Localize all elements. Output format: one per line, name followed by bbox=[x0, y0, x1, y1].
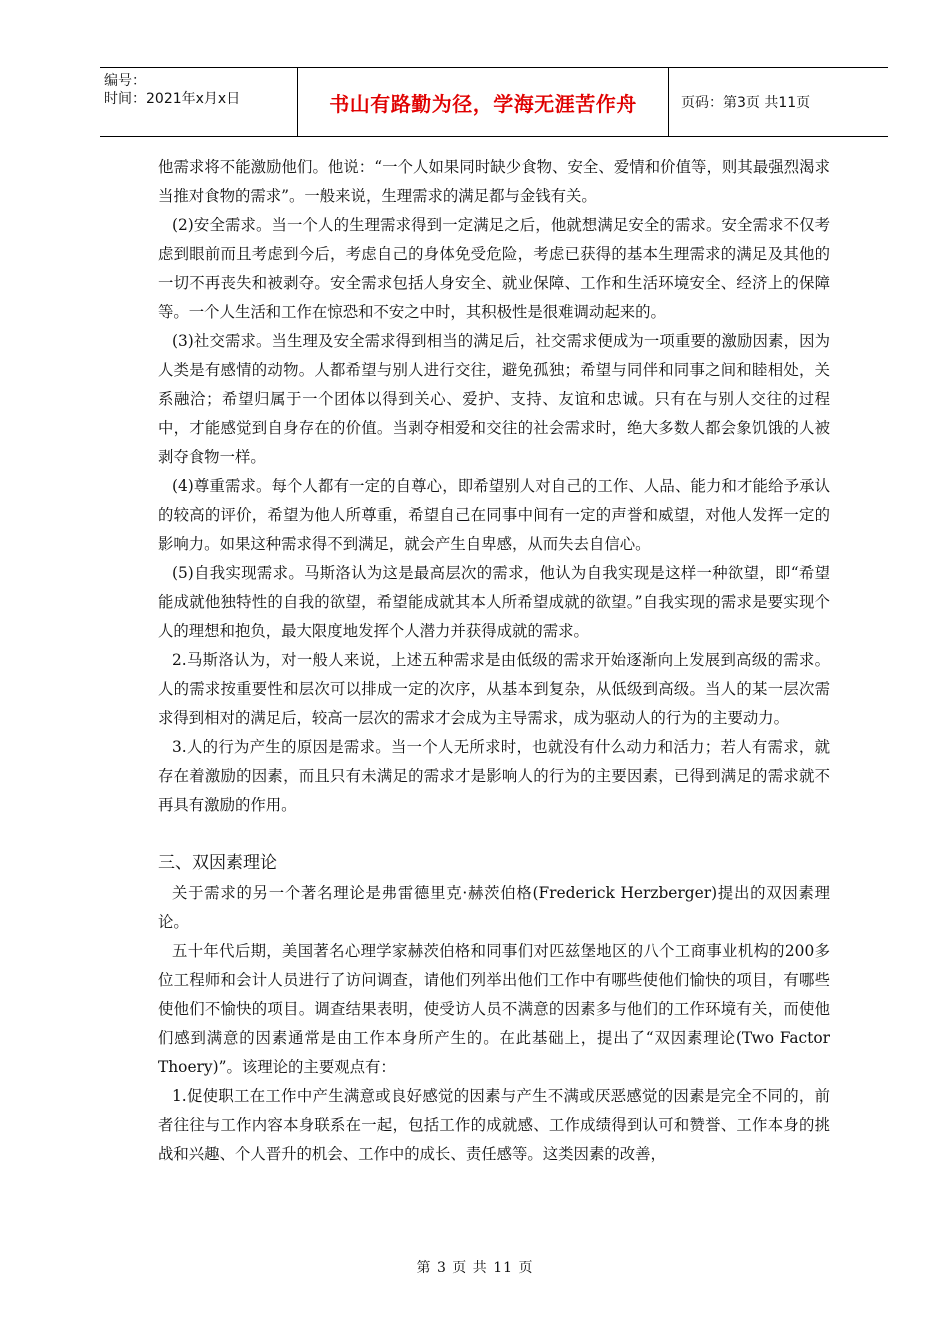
body-paragraph: 3.人的行为产生的原因是需求。当一个人无所求时，也就没有什么动力和活力；若人有需求，就存在着激励的因素，而且只有未满足的需求才是影响人的行为的主要因素，已得到满足的需求就不再具有激励的作用。 bbox=[158, 738, 830, 814]
header-page-indicator: 页码：第3页 共11页 bbox=[681, 95, 811, 111]
body-paragraph: (5)自我实现需求。马斯洛认为这是最高层次的需求，他认为自我实现是这样一种欲望，即“希望能成就他独特性的自我的欲望，希望能成就其本人所希望成就的欲望。”自我实现的需求是要实现个人的理想和抱负，最大限度地发挥个人潜力并获得成就的需求。 bbox=[158, 564, 830, 640]
header-motto: 书山有路勤为径，学海无涯苦作舟 bbox=[298, 68, 669, 136]
section-heading: 三、双因素理论 bbox=[158, 853, 277, 873]
body-paragraph: 五十年代后期，美国著名心理学家赫茨伯格和同事们对匹兹堡地区的八个工商事业机构的200多位工程师和会计人员进行了访问调查，请他们列举出他们工作中有哪些使他们愉快的项目，有哪些使他们不愉快的项目。调查结果表明，使受访人员不满意的因素多与他们的工作环境有关，而使他们感到满意的因素通常是由工作本身所产生的。在此基础上，提出了“双因素理论(Two Factor Thoery)”。该理论的主要观点有： bbox=[158, 942, 830, 1076]
body-paragraph: 关于需求的另一个著名理论是弗雷德里克·赫茨伯格(Frederick Herzberger)提出的双因素理论。 bbox=[158, 884, 830, 931]
page-footer: 第 3 页 共 11 页 bbox=[416, 1260, 534, 1276]
body-paragraph: 他需求将不能激励他们。他说：“一个人如果同时缺少食物、安全、爱情和价值等，则其最强烈渴求当推对食物的需求”。一般来说，生理需求的满足都与金钱有关。 bbox=[158, 158, 830, 205]
header-table bbox=[100, 67, 888, 137]
body-paragraph: (2)安全需求。当一个人的生理需求得到一定满足之后，他就想满足安全的需求。安全需求不仅考虑到眼前而且考虑到今后，考虑自己的身体免受危险，考虑已获得的基本生理需求的满足及其他的一切不再丧失和被剥夺。安全需求包括人身安全、就业保障、工作和生活环境安全、经济上的保障等。一个人生活和工作在惊恐和不安之中时，其积极性是很难调动起来的。 bbox=[158, 216, 830, 321]
document-date: 时间：2021年x月x日 bbox=[104, 91, 241, 107]
body-paragraph: (4)尊重需求。每个人都有一定的自尊心，即希望别人对自己的工作、人品、能力和才能给予承认的较高的评价，希望为他人所尊重，希望自己在同事中间有一定的声誉和威望，对他人发挥一定的影响力。如果这种需求得不到满足，就会产生自卑感，从而失去自信心。 bbox=[158, 477, 830, 553]
body-paragraph: 2.马斯洛认为，对一般人来说，上述五种需求是由低级的需求开始逐渐向上发展到高级的需求。人的需求按重要性和层次可以排成一定的次序，从基本到复杂，从低级到高级。当人的某一层次需求得到相对的满足后，较高一层次的需求才会成为主导需求，成为驱动人的行为的主要动力。 bbox=[158, 651, 830, 727]
paragraph-group-1 bbox=[158, 153, 830, 820]
header-meta bbox=[100, 68, 298, 136]
paragraph-group-2 bbox=[158, 879, 830, 1169]
document-number-label: 编号： bbox=[104, 73, 146, 89]
body-paragraph: 1.促使职工在工作中产生满意或良好感觉的因素与产生不满或厌恶感觉的因素是完全不同的，前者往往与工作内容本身联系在一起，包括工作的成就感、工作成绩得到认可和赞誉、工作本身的挑战和兴趣、个人晋升的机会、工作中的成长、责任感等。这类因素的改善， bbox=[158, 1087, 830, 1163]
document-body bbox=[158, 153, 830, 1169]
body-paragraph: (3)社交需求。当生理及安全需求得到相当的满足后，社交需求便成为一项重要的激励因素，因为人类是有感情的动物。人都希望与别人进行交往，避免孤独；希望与同伴和同事之间和睦相处，关系融洽；希望归属于一个团体以得到关心、爱护、支持、友谊和忠诚。只有在与别人交往的过程中，才能感觉到自身存在的价值。当剥夺相爱和交往的社会需求时，绝大多数人都会象饥饿的人被剥夺食物一样。 bbox=[158, 332, 830, 466]
